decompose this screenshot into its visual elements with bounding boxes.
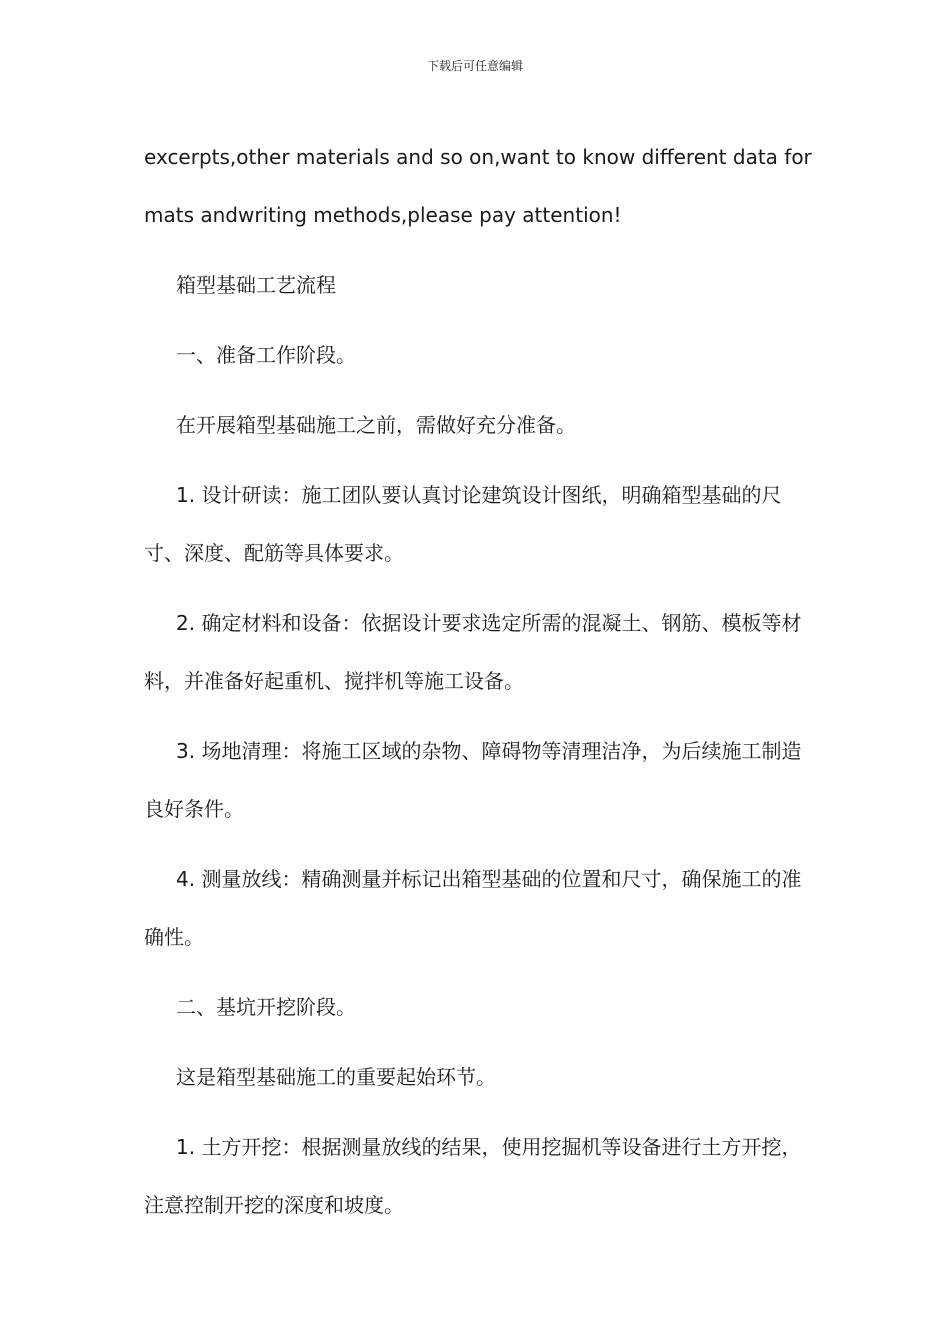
section-heading-excavation: 二、基坑开挖阶段。: [176, 995, 356, 1019]
paragraph: 在开展箱型基础施工之前，需做好充分准备。: [176, 413, 576, 437]
page-header: 下载后可任意编辑: [426, 59, 523, 73]
intro-paragraph: excerpts,other materials and so on,want to know different data formats andwriting methods,please pay attention!: [144, 145, 812, 227]
list-item: 3. 场地清理：将施工区域的杂物、障碍物等清理洁净，为后续施工制造良好条件。: [144, 739, 802, 821]
list-item: 1. 设计研读：施工团队要认真讨论建筑设计图纸，明确箱型基础的尺寸、深度、配筋等具体要求。: [144, 483, 782, 565]
section-heading-preparation: 一、准备工作阶段。: [176, 343, 356, 367]
list-item: 2. 确定材料和设备：依据设计要求选定所需的混凝土、钢筋、模板等材料，并准备好起重机、搅拌机等施工设备。: [144, 611, 802, 693]
paragraph: 这是箱型基础施工的重要起始环节。: [176, 1065, 496, 1089]
document-body: [144, 128, 814, 1246]
list-item: 1. 土方开挖：根据测量放线的结果，使用挖掘机等设备进行土方开挖，注意控制开挖的深度和坡度。: [144, 1135, 802, 1217]
document-title: 箱型基础工艺流程: [176, 273, 336, 297]
list-item: 4. 测量放线：精确测量并标记出箱型基础的位置和尺寸，确保施工的准确性。: [144, 867, 802, 949]
